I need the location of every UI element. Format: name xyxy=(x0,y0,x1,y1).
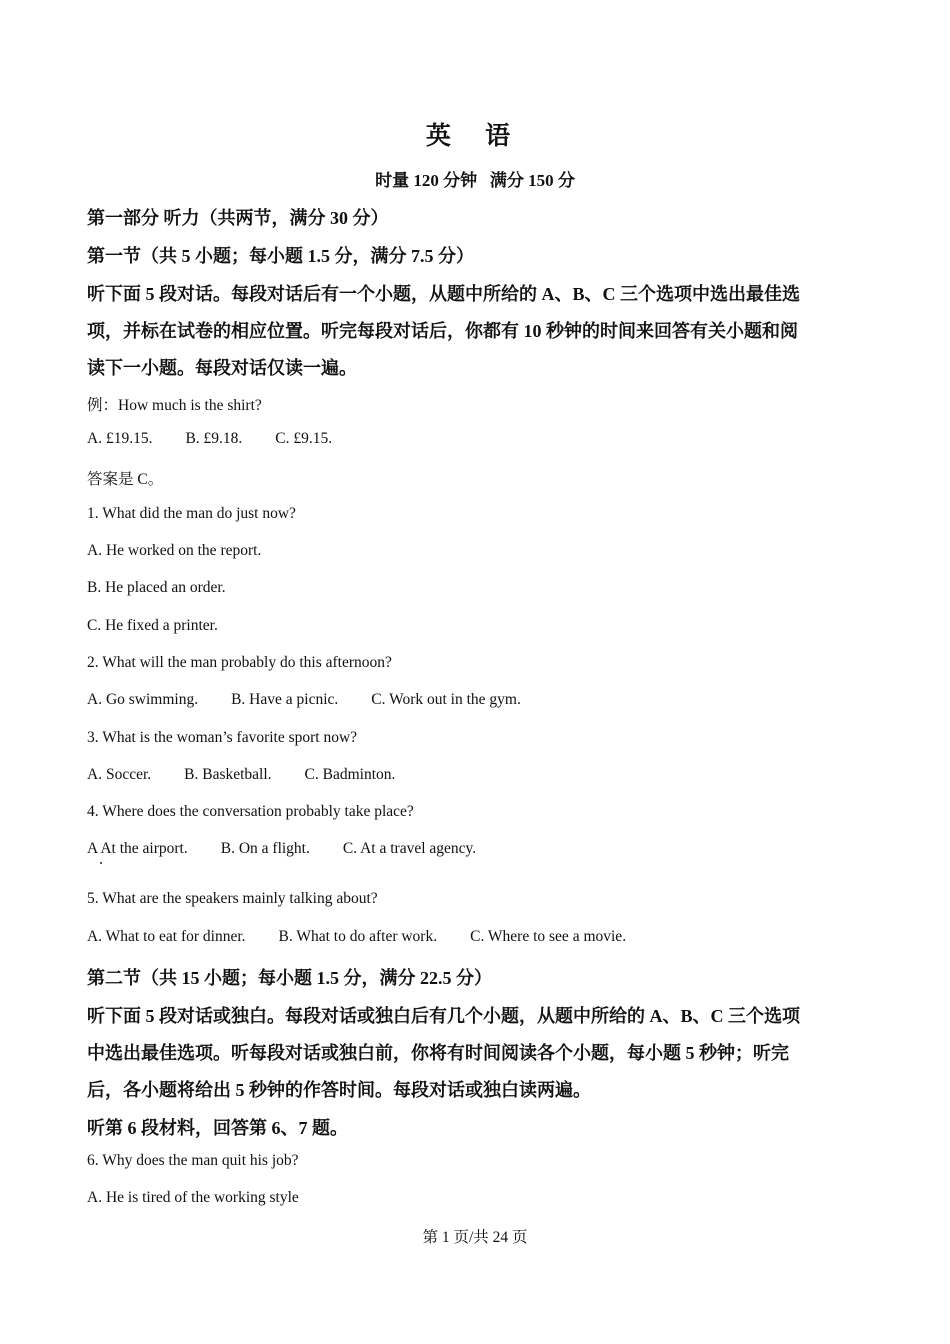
option-a: A. Go swimming. xyxy=(87,691,199,708)
option-c: C. Where to see a movie. xyxy=(470,928,627,945)
stray-dot-mark xyxy=(100,862,102,864)
question-1-option-c: C. He fixed a printer. xyxy=(87,617,218,634)
example-question: 例：How much is the shirt? xyxy=(87,397,262,414)
question-5: 5. What are the speakers mainly talking about? xyxy=(87,890,378,907)
page-footer: 第 1 页/共 24 页 xyxy=(422,1229,528,1246)
section1-instruction-line: 听下面 5 段对话。每段对话后有一个小题，从题中所给的 A、B、C 三个选项中选出最佳选 xyxy=(87,284,800,304)
exam-duration-score: 时量 120 分钟 满分 150 分 xyxy=(375,171,575,190)
option-b: B. Basketball. xyxy=(184,766,272,783)
question-3-options xyxy=(87,766,428,784)
example-answer: 答案是 C。 xyxy=(87,471,164,488)
option-c: C. £9.15. xyxy=(275,430,333,447)
option-c: C. Badminton. xyxy=(304,766,396,783)
question-2: 2. What will the man probably do this afternoon? xyxy=(87,654,392,671)
question-1: 1. What did the man do just now? xyxy=(87,505,296,522)
section2-instruction-line: 听下面 5 段对话或独白。每段对话或独白后有几个小题，从题中所给的 A、B、C 三个选项 xyxy=(87,1006,801,1026)
section1-instruction-line: 项，并标在试卷的相应位置。听完每段对话后，你都有 10 秒钟的时间来回答有关小题和阅 xyxy=(87,321,798,341)
option-a: A. What to eat for dinner. xyxy=(87,928,246,945)
part1-heading: 第一部分 听力（共两节，满分 30 分） xyxy=(87,208,389,228)
option-b: B. On a flight. xyxy=(220,840,310,857)
question-5-options xyxy=(87,928,659,946)
question-4: 4. Where does the conversation probably take place? xyxy=(87,803,414,820)
option-b: B. Have a picnic. xyxy=(231,691,339,708)
section1-heading: 第一节（共 5 小题；每小题 1.5 分，满分 7.5 分） xyxy=(87,246,474,266)
option-a: A At the airport. xyxy=(87,840,188,857)
question-3: 3. What is the woman’s favorite sport now? xyxy=(87,729,358,746)
section2-heading: 第二节（共 15 小题；每小题 1.5 分，满分 22.5 分） xyxy=(87,968,492,988)
question-6-option-a: A. He is tired of the working style xyxy=(87,1189,299,1206)
section1-instruction-line: 读下一小题。每段对话仅读一遍。 xyxy=(87,358,357,378)
section2-instruction-line: 后，各小题将给出 5 秒钟的作答时间。每段对话或独白读两遍。 xyxy=(87,1080,591,1100)
option-b: B. What to do after work. xyxy=(278,928,438,945)
option-a: A. £19.15. xyxy=(87,430,153,447)
page-title: 英 语 xyxy=(425,123,525,150)
material-6-heading: 听第 6 段材料，回答第 6、7 题。 xyxy=(87,1118,348,1138)
option-c: C. At a travel agency. xyxy=(342,840,477,857)
example-options xyxy=(87,430,365,448)
option-a: A. Soccer. xyxy=(87,766,152,783)
question-1-option-b: B. He placed an order. xyxy=(87,579,226,596)
option-c: C. Work out in the gym. xyxy=(371,691,521,708)
question-6: 6. Why does the man quit his job? xyxy=(87,1152,299,1169)
question-1-option-a: A. He worked on the report. xyxy=(87,542,262,559)
question-2-options xyxy=(87,691,554,709)
option-b: B. £9.18. xyxy=(185,430,243,447)
section2-instruction-line: 中选出最佳选项。听每段对话或独白前，你将有时间阅读各个小题，每小题 5 秒钟；听完 xyxy=(87,1043,789,1063)
question-4-options xyxy=(87,840,509,858)
